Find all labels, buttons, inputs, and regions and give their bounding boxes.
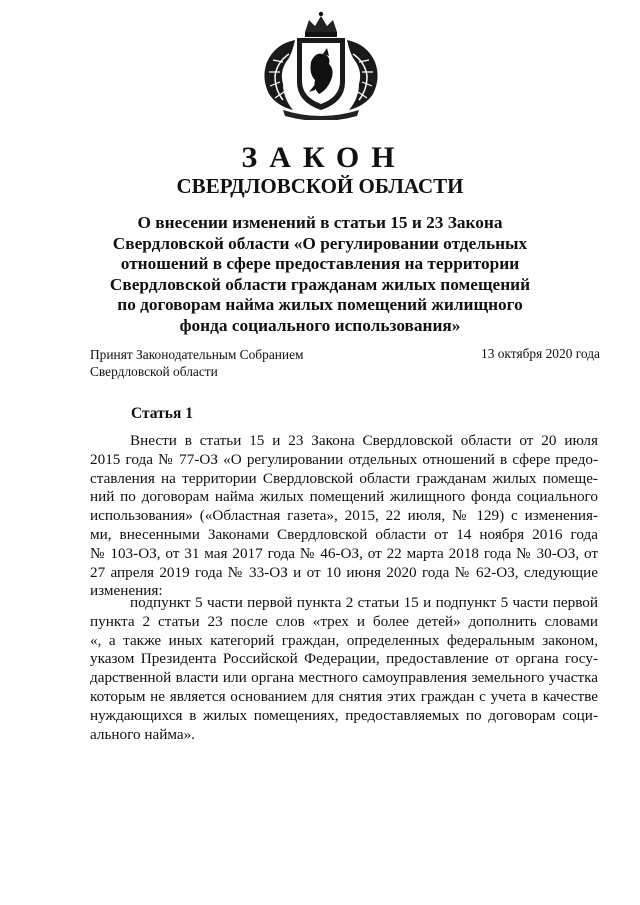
paragraph-line: указом Президента Российской Федерации, предоставление от органа госу- [90,650,598,668]
adoption-date: 13 октября 2020 года [481,346,600,361]
law-title [100,213,540,337]
article-heading: Статья 1 [131,405,193,422]
paragraph-line: ний по договорам найма жилых помещений жилищного фонда социального [90,488,598,506]
title-line: отношений в сфере предоставления на территории [120,254,520,274]
paragraph-line: нуждающихся в жилых помещениях, предоставляемых по договорам соци- [90,706,598,724]
paragraph-line: № 103-ОЗ, от 31 мая 2017 года № 46-ОЗ, от 22 марта 2018 года № 30-ОЗ, от [90,544,598,562]
paragraph-line: изменения: [90,582,163,600]
paragraph-line: использования» («Областная газета», 2015, 22 июля, № 129) с изменения- [90,507,598,525]
article-paragraph [90,594,598,744]
paragraph-line: подпункт 5 части первой пункта 2 статьи 15 и подпункт 5 части первой [130,594,598,611]
paragraph-line: ставления на территории Свердловской области гражданам жилых помеще- [90,469,598,487]
adoption-line: Принят Законодательным Собранием [90,347,304,362]
paragraph-line: дарственной власти или органа местного самоуправления земельного участка [90,669,598,687]
article-paragraph [90,432,598,601]
adoption-note [90,346,304,380]
coat-of-arms-icon [253,10,389,120]
paragraph-line: ального найма». [90,725,195,743]
title-line: по договорам найма жилых помещений жилищного [117,295,523,315]
paragraph-line: пункта 2 статьи 23 после слов «трех и более детей» дополнить словами [90,612,598,630]
region-heading: СВЕРДЛОВСКОЙ ОБЛАСТИ [176,174,464,198]
title-line: Свердловской области гражданам жилых помещений [109,274,531,294]
paragraph-line: Внести в статьи 15 и 23 Закона Свердловской области от 20 июля [130,432,598,449]
paragraph-line: «, а также иных категорий граждан, определенных федеральным законом, [90,631,598,649]
paragraph-line: 2015 года № 77-ОЗ «О регулировании отдельных отношений в сфере предо- [90,450,598,468]
title-line: Свердловской области «О регулировании отдельных [112,233,528,253]
title-line: О внесении изменений в статьи 15 и 23 Закона [137,213,503,232]
title-line: фонда социального использования» [179,315,461,335]
law-heading: ЗАКОН [241,141,407,174]
adoption-line: Свердловской области [90,364,218,379]
paragraph-line: которым не является основанием для снятия этих граждан с учета в качестве [90,687,598,705]
paragraph-line: ми, внесенными Законами Свердловской области от 14 ноября 2016 года [90,525,598,543]
paragraph-line: 27 апреля 2019 года № 33-ОЗ и от 10 июня 2020 года № 62-ОЗ, следующие [90,563,598,581]
